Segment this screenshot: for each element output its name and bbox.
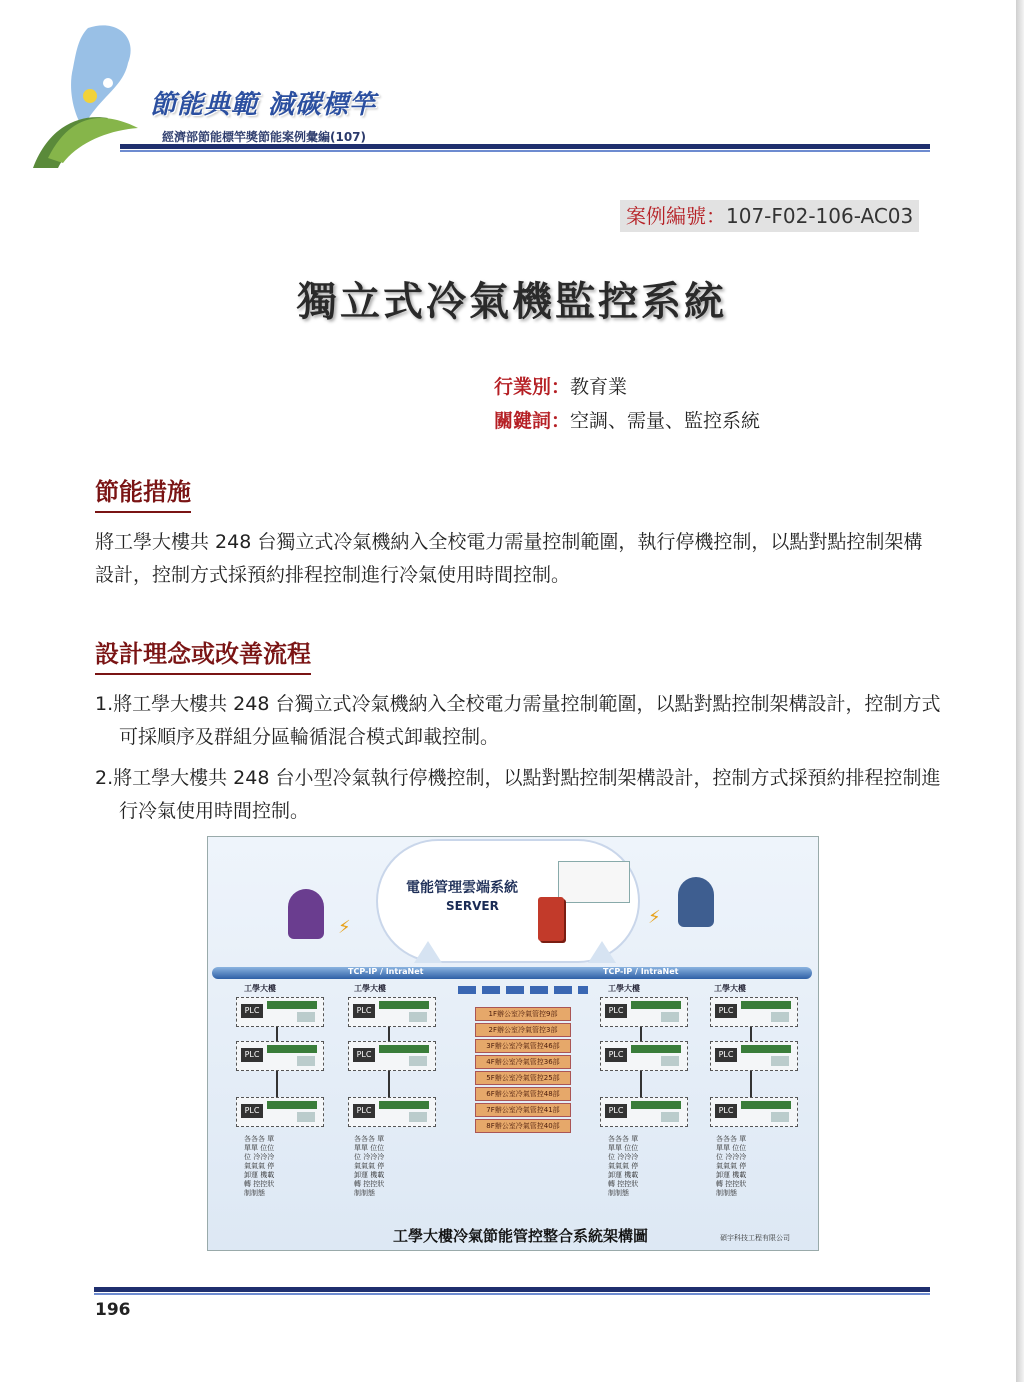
case-id-value: 107-F02-106-AC03 (726, 204, 914, 228)
plc-tag (631, 1101, 681, 1109)
measures-paragraph: 將工學大樓共 248 台獨立式冷氣機納入全校電力需量控制範圍，執行停機控制，以點對點控制架構設計，控制方式採預約排程控制進行冷氣使用時間控制。 (95, 531, 923, 586)
plc-chip: PLC (715, 1004, 737, 1018)
measures-heading: 節能措施 (95, 472, 191, 513)
floor-item: 3F辦公室冷氣管控46部 (475, 1039, 571, 1053)
plc-unit (600, 1097, 688, 1127)
plc-tag (741, 1001, 791, 1009)
plc-chip: PLC (353, 1104, 375, 1118)
footer-rule (94, 1287, 930, 1292)
floor-item: 1F辦公室冷氣管控9部 (475, 1007, 571, 1021)
ac-unit-icon (771, 1056, 789, 1066)
floor-item: 7F辦公室冷氣管控41部 (475, 1103, 571, 1117)
industry-label: 行業別： (494, 376, 571, 398)
plc-unit (236, 1041, 324, 1071)
building-label-1: 工學大樓 (244, 984, 276, 993)
plc-unit (710, 997, 798, 1027)
case-id-badge (620, 200, 919, 232)
plc-unit (236, 1097, 324, 1127)
arrow-up-right-icon (588, 941, 616, 963)
figure-caption: 工學大樓冷氣節能管控整合系統架構圖 (393, 1227, 649, 1245)
plc-unit (600, 1041, 688, 1071)
unit-control-text-4: 各各各 單單單 位位位 冷冷冷 氣氣氣 停卸運 機載轉 控控狀 制制態 (716, 1135, 747, 1197)
plc-tag (631, 1001, 681, 1009)
industry-line (494, 372, 627, 399)
ac-unit-icon (661, 1056, 679, 1066)
network-label-right: TCP-IP / IntraNet (603, 967, 679, 976)
ac-unit-icon (771, 1112, 789, 1122)
plc-unit (710, 1041, 798, 1071)
plc-unit (236, 997, 324, 1027)
ac-unit-icon (661, 1112, 679, 1122)
plc-chip: PLC (605, 1004, 627, 1018)
building-label-4: 工學大樓 (714, 984, 746, 993)
plc-chip: PLC (353, 1004, 375, 1018)
data-flow-arrows (458, 986, 588, 994)
server-icon (538, 897, 564, 941)
plc-tag (379, 1101, 429, 1109)
case-id-label: 案例編號： (626, 204, 726, 228)
floor-item: 5F辦公室冷氣管控25部 (475, 1071, 571, 1085)
industry-value: 教育業 (570, 376, 628, 398)
cloud-title: 電能管理雲端系統 (406, 880, 518, 896)
operator-right-icon (678, 877, 714, 927)
floor-item: 4F辦公室冷氣管控36部 (475, 1055, 571, 1069)
plc-tag (741, 1045, 791, 1053)
operator-left-icon (288, 889, 324, 939)
design-item-2: 2.將工學大樓共 248 台小型冷氣執行停機控制，以點對點控制架構設計，控制方式採預約排程控制進行冷氣使用時間控制。 (95, 767, 941, 822)
architecture-figure (207, 836, 819, 1251)
footer-rule-accent (94, 1293, 930, 1295)
lightning-left-icon: ⚡ (338, 917, 351, 938)
design-heading: 設計理念或改善流程 (95, 634, 311, 675)
plc-tag (267, 1001, 317, 1009)
ac-unit-icon (409, 1112, 427, 1122)
building-label-3: 工學大樓 (608, 984, 640, 993)
design-item-1: 1.將工學大樓共 248 台獨立式冷氣機納入全校電力需量控制範圍，以點對點控制架構設計，控制方式可採順序及群組分區輪循混合模式卸載控制。 (95, 693, 941, 748)
plc-chip: PLC (605, 1104, 627, 1118)
monitor-screens-icon (558, 861, 630, 903)
plc-chip: PLC (241, 1048, 263, 1062)
network-label-left: TCP-IP / IntraNet (348, 967, 424, 976)
plc-chip: PLC (241, 1004, 263, 1018)
document-title: 獨立式冷氣機監控系統 (297, 279, 727, 325)
building-label-2: 工學大樓 (354, 984, 386, 993)
page-edge (1016, 0, 1024, 1382)
floor-item: 2F辦公室冷氣管控3部 (475, 1023, 571, 1037)
network-bar (212, 967, 812, 979)
page-number: 196 (95, 1300, 131, 1320)
plc-chip: PLC (715, 1048, 737, 1062)
brand-subtitle: 經濟部節能標竿獎節能案例彙編(107) (162, 130, 367, 144)
ac-unit-icon (661, 1012, 679, 1022)
keywords-line (494, 406, 760, 433)
brand-title: 節能典範 減碳標竿 (150, 90, 377, 120)
plc-tag (379, 1045, 429, 1053)
floor-item: 6F辦公室冷氣管控48部 (475, 1087, 571, 1101)
floor-item: 8F辦公室冷氣管控40部 (475, 1119, 571, 1133)
plc-unit (710, 1097, 798, 1127)
floor-list (475, 1007, 571, 1135)
plc-unit (348, 1041, 436, 1071)
plc-chip: PLC (353, 1048, 375, 1062)
plc-tag (379, 1001, 429, 1009)
figure-company: 碩宇科技工程有限公司 (720, 1234, 790, 1242)
plc-chip: PLC (241, 1104, 263, 1118)
ac-unit-icon (297, 1056, 315, 1066)
ac-unit-icon (409, 1056, 427, 1066)
plc-chip: PLC (605, 1048, 627, 1062)
plc-unit (348, 997, 436, 1027)
unit-control-text-2: 各各各 單單單 位位位 冷冷冷 氣氣氣 停卸運 機載轉 控控狀 制制態 (354, 1135, 385, 1197)
ac-unit-icon (771, 1012, 789, 1022)
plc-chip: PLC (715, 1104, 737, 1118)
ac-unit-icon (409, 1012, 427, 1022)
header-rule-accent (120, 150, 930, 152)
lightning-right-icon: ⚡ (648, 907, 661, 928)
keywords-value: 空調、需量、監控系統 (570, 410, 761, 432)
arrow-up-left-icon (414, 941, 442, 963)
cloud-subtitle: SERVER (446, 899, 499, 913)
ac-unit-icon (297, 1112, 315, 1122)
plc-unit (600, 997, 688, 1027)
plc-tag (267, 1101, 317, 1109)
header-rule (120, 144, 930, 149)
unit-control-text-3: 各各各 單單單 位位位 冷冷冷 氣氣氣 停卸運 機載轉 控控狀 制制態 (608, 1135, 639, 1197)
ac-unit-icon (297, 1012, 315, 1022)
plc-tag (741, 1101, 791, 1109)
plc-tag (631, 1045, 681, 1053)
plc-tag (267, 1045, 317, 1053)
keywords-label: 關鍵詞： (494, 410, 571, 432)
unit-control-text-1: 各各各 單單單 位位位 冷冷冷 氣氣氣 停卸運 機載轉 控控狀 制制態 (244, 1135, 275, 1197)
plc-unit (348, 1097, 436, 1127)
